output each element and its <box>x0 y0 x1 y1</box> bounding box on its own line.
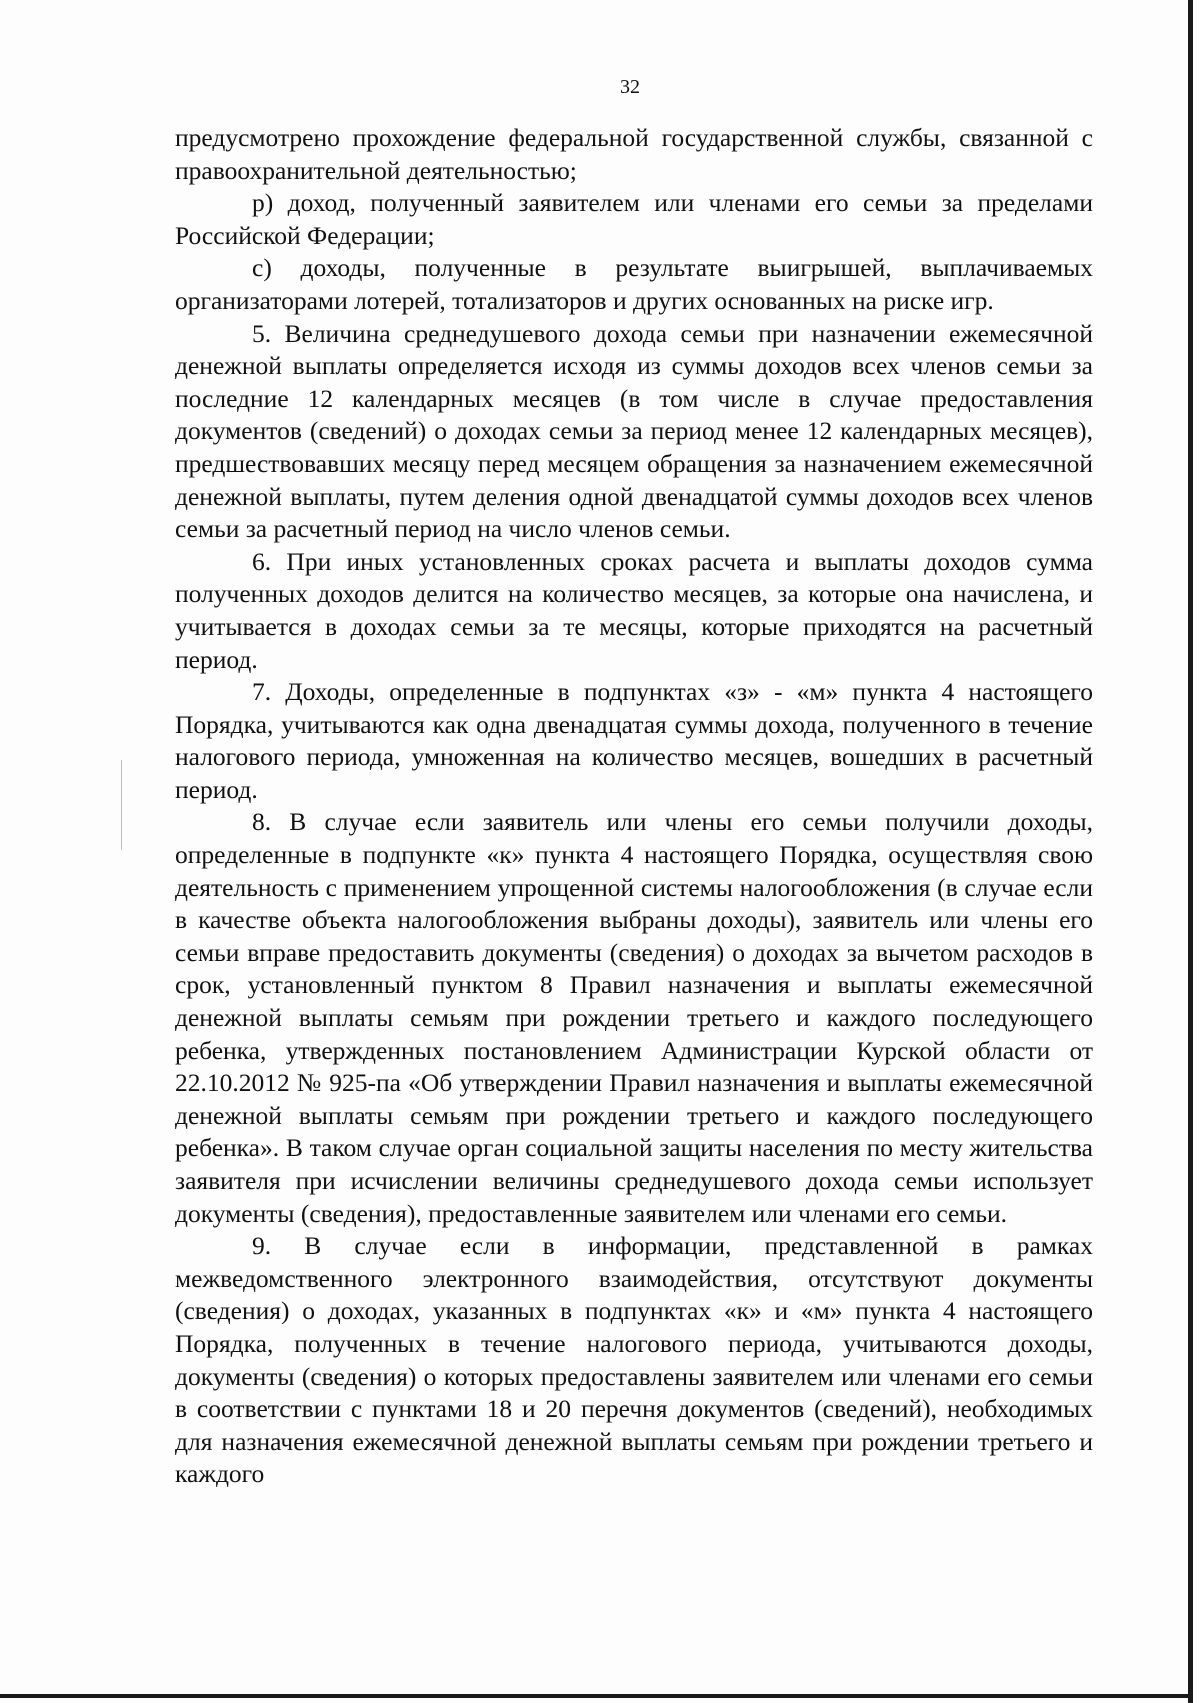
paragraph-clause-8: 8. В случае если заявитель или члены его семьи получили доходы, определенные в подпункте «к» пункта 4 настоящего Порядка, осуществляя свою деятельность с применением упрощенной системы налогообложения (в случае если в качестве объекта налогообложения выбраны доходы), заявитель или члены его семьи вправе предоставить документы (сведения) о доходах за вычетом расходов в срок, установленный пунктом 8 Правил назначения и выплаты ежемесячной денежной выплаты семьям при рождении третьего и каждого последующего ребенка, утвержденных постановлением Администрации Курской области от 22.10.2012 № 925-па «Об утверждении Правил назначения и выплаты ежемесячной денежной выплаты семьям при рождении третьего и каждого последующего ребенка». В таком случае орган социальной защиты населения по месту жительства заявителя при исчислении величины среднедушевого дохода семьи использует документы (сведения), предоставленные заявителем или членами его семьи. <box>175 807 1093 1228</box>
paragraph-clause-6: 6. При иных установленных сроках расчета и выплаты доходов сумма полученных доходов делится на количество месяцев, за которые она начислена, и учитывается в доходах семьи за те месяцы, которые приходятся на расчетный период. <box>175 546 1093 674</box>
paragraph-clause-5: 5. Величина среднедушевого дохода семьи при назначении ежемесячной денежной выплаты определяется исходя из суммы доходов всех членов семьи за последние 12 календарных месяцев (в том числе в случае предоставления документов (сведений) о доходах семьи за период менее 12 календарных месяцев), предшествовавших месяцу перед месяцем обращения за назначением ежемесячной денежной выплаты, путем деления одной двенадцатой суммы доходов всех членов семьи за расчетный период на число членов семьи. <box>175 318 1093 544</box>
page-number: 32 <box>620 76 640 98</box>
paragraph-subitem-s: с) доходы, полученные в результате выигрышей, выплачиваемых организаторами лотерей, тотализаторов и других основанных на риске игр. <box>175 253 1093 315</box>
scan-edge-bottom <box>0 1694 1193 1698</box>
document-body <box>175 122 1093 1491</box>
paragraph-subitem-r: р) доход, полученный заявителем или членами его семьи за пределами Российской Федерации; <box>175 188 1093 250</box>
scan-margin-mark <box>121 760 122 850</box>
paragraph-clause-7: 7. Доходы, определенные в подпунктах «з» - «м» пункта 4 настоящего Порядка, учитываются как одна двенадцатая суммы дохода, полученного в течение налогового периода, умноженная на количество месяцев, вошедших в расчетный период. <box>175 677 1093 804</box>
scan-edge-right <box>1188 0 1193 1703</box>
paragraph-clause-9: 9. В случае если в информации, представленной в рамках межведомственного электронного взаимодействия, отсутствуют документы (сведения) о доходах, указанных в подпунктах «к» и «м» пункта 4 настоящего Порядка, полученных в течение налогового периода, учитываются доходы, документы (сведения) о которых предоставлены заявителем или членами его семьи в соответствии с пунктами 18 и 20 перечня документов (сведений), необходимых для назначения ежемесячной денежной выплаты семьям при рождении третьего и каждого <box>175 1231 1093 1489</box>
paragraph-continuation: предусмотрено прохождение федеральной государственной службы, связанной с правоохранительной деятельностью; <box>175 123 1093 185</box>
